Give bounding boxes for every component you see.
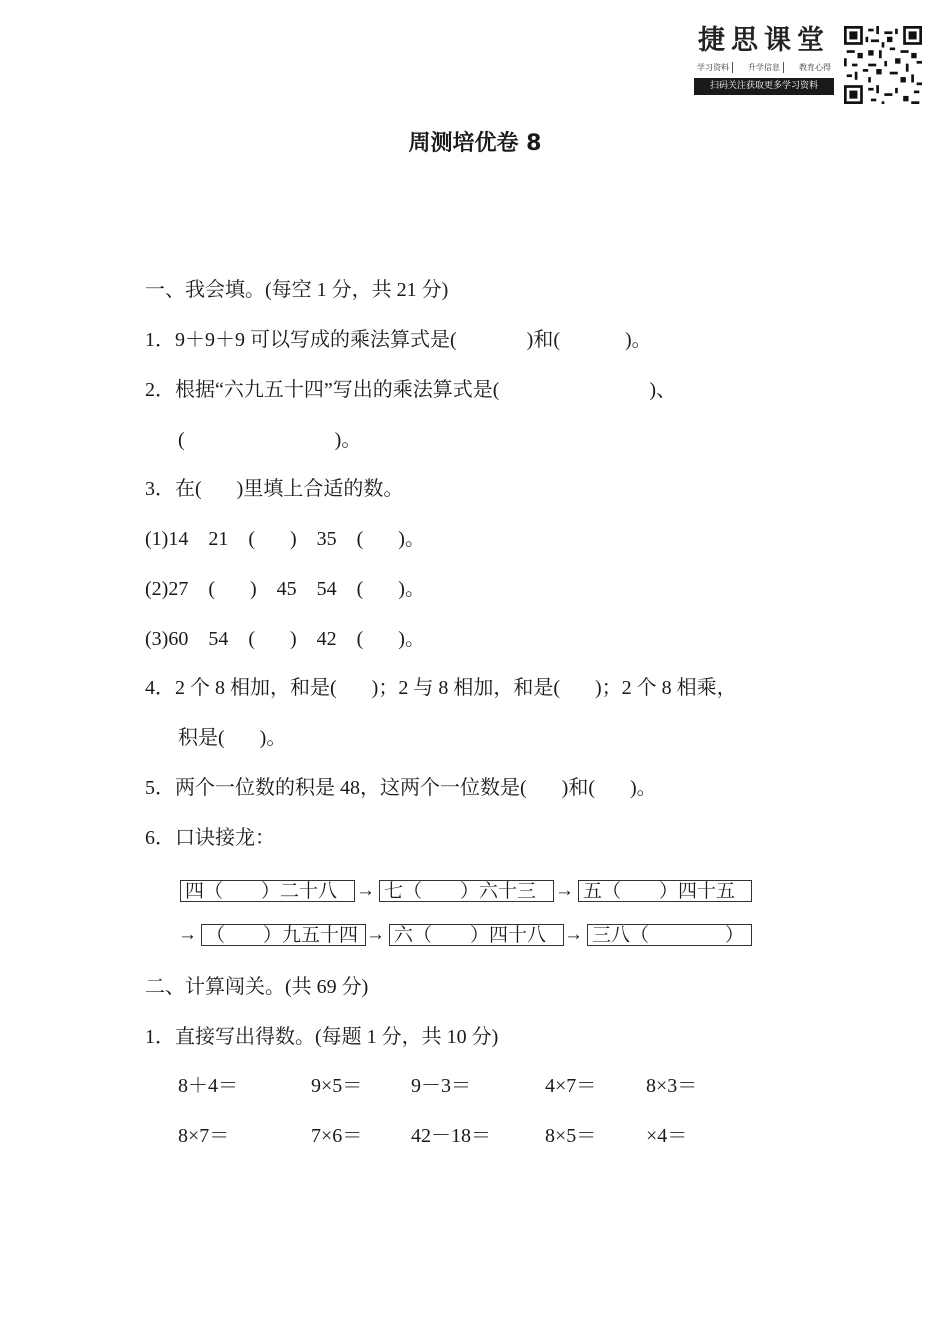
section2-heading: 二、计算闯关。(共 69 分) [145, 976, 369, 998]
calc-item: 8×7＝ [178, 1125, 230, 1147]
brand-slogan: 扫码关注获取更多学习资料 [694, 78, 834, 95]
chain-box: 三八（ ） [587, 924, 752, 946]
brand-name: 捷思课堂 [698, 25, 830, 56]
question-2: 2．根据“六九五十四”写出的乘法算式是( )、 [145, 379, 677, 401]
arrow-icon: → [356, 880, 375, 901]
question-4: 4．2 个 8 相加，和是( )；2 与 8 相加，和是( )；2 个 8 相乘， [145, 677, 737, 699]
arrow-icon: → [564, 924, 583, 945]
question-2-continued: ( )。 [178, 429, 362, 451]
calc-item: 42－18＝ [411, 1125, 491, 1147]
calc-item: 4×7＝ [545, 1075, 597, 1097]
page-title: 周测培优卷 8 [408, 131, 542, 156]
question-3-3: (3)60 54 ( ) 42 ( )。 [145, 628, 425, 650]
brand-tag: 学习资料 [694, 62, 733, 73]
arrow-icon: → [366, 924, 385, 945]
question-1: 1．9＋9＋9 可以写成的乘法算式是( )和( )。 [145, 329, 652, 351]
question-5: 5．两个一位数的积是 48，这两个一位数是( )和( )。 [145, 777, 657, 799]
chain-box: 五（ ）四十五 [578, 880, 752, 902]
brand-tag: 升学信息 [745, 62, 784, 73]
calc-item: ×4＝ [646, 1125, 688, 1147]
brand-tags [694, 62, 834, 73]
section1-heading: 一、我会填。(每空 1 分，共 21 分) [145, 279, 449, 301]
chain-box: （ ）九五十四 [201, 924, 366, 946]
brand-tag: 教育心得 [799, 63, 831, 72]
calc-item: 9－3＝ [411, 1075, 471, 1097]
qr-code-icon[interactable] [844, 26, 922, 104]
question-3: 3．在( )里填上合适的数。 [145, 478, 404, 500]
calc-item: 8×3＝ [646, 1075, 698, 1097]
chain-box: 七（ ）六十三 [379, 880, 554, 902]
calc-item: 8×5＝ [545, 1125, 597, 1147]
calc-question-1: 1．直接写出得数。(每题 1 分，共 10 分) [145, 1026, 499, 1048]
question-3-2: (2)27 ( ) 45 54 ( )。 [145, 578, 425, 600]
brand-logo [694, 24, 834, 95]
calc-item: 8＋4＝ [178, 1075, 238, 1097]
arrow-icon: → [178, 924, 197, 945]
calc-item: 9×5＝ [311, 1075, 363, 1097]
question-6: 6．口诀接龙： [145, 827, 275, 849]
question-4-continued: 积是( )。 [178, 727, 287, 749]
calc-item: 7×6＝ [311, 1125, 363, 1147]
chain-box: 四（ ）二十八 [180, 880, 355, 902]
question-3-1: (1)14 21 ( ) 35 ( )。 [145, 528, 425, 550]
chain-box: 六（ ）四十八 [389, 924, 564, 946]
arrow-icon: → [555, 880, 574, 901]
